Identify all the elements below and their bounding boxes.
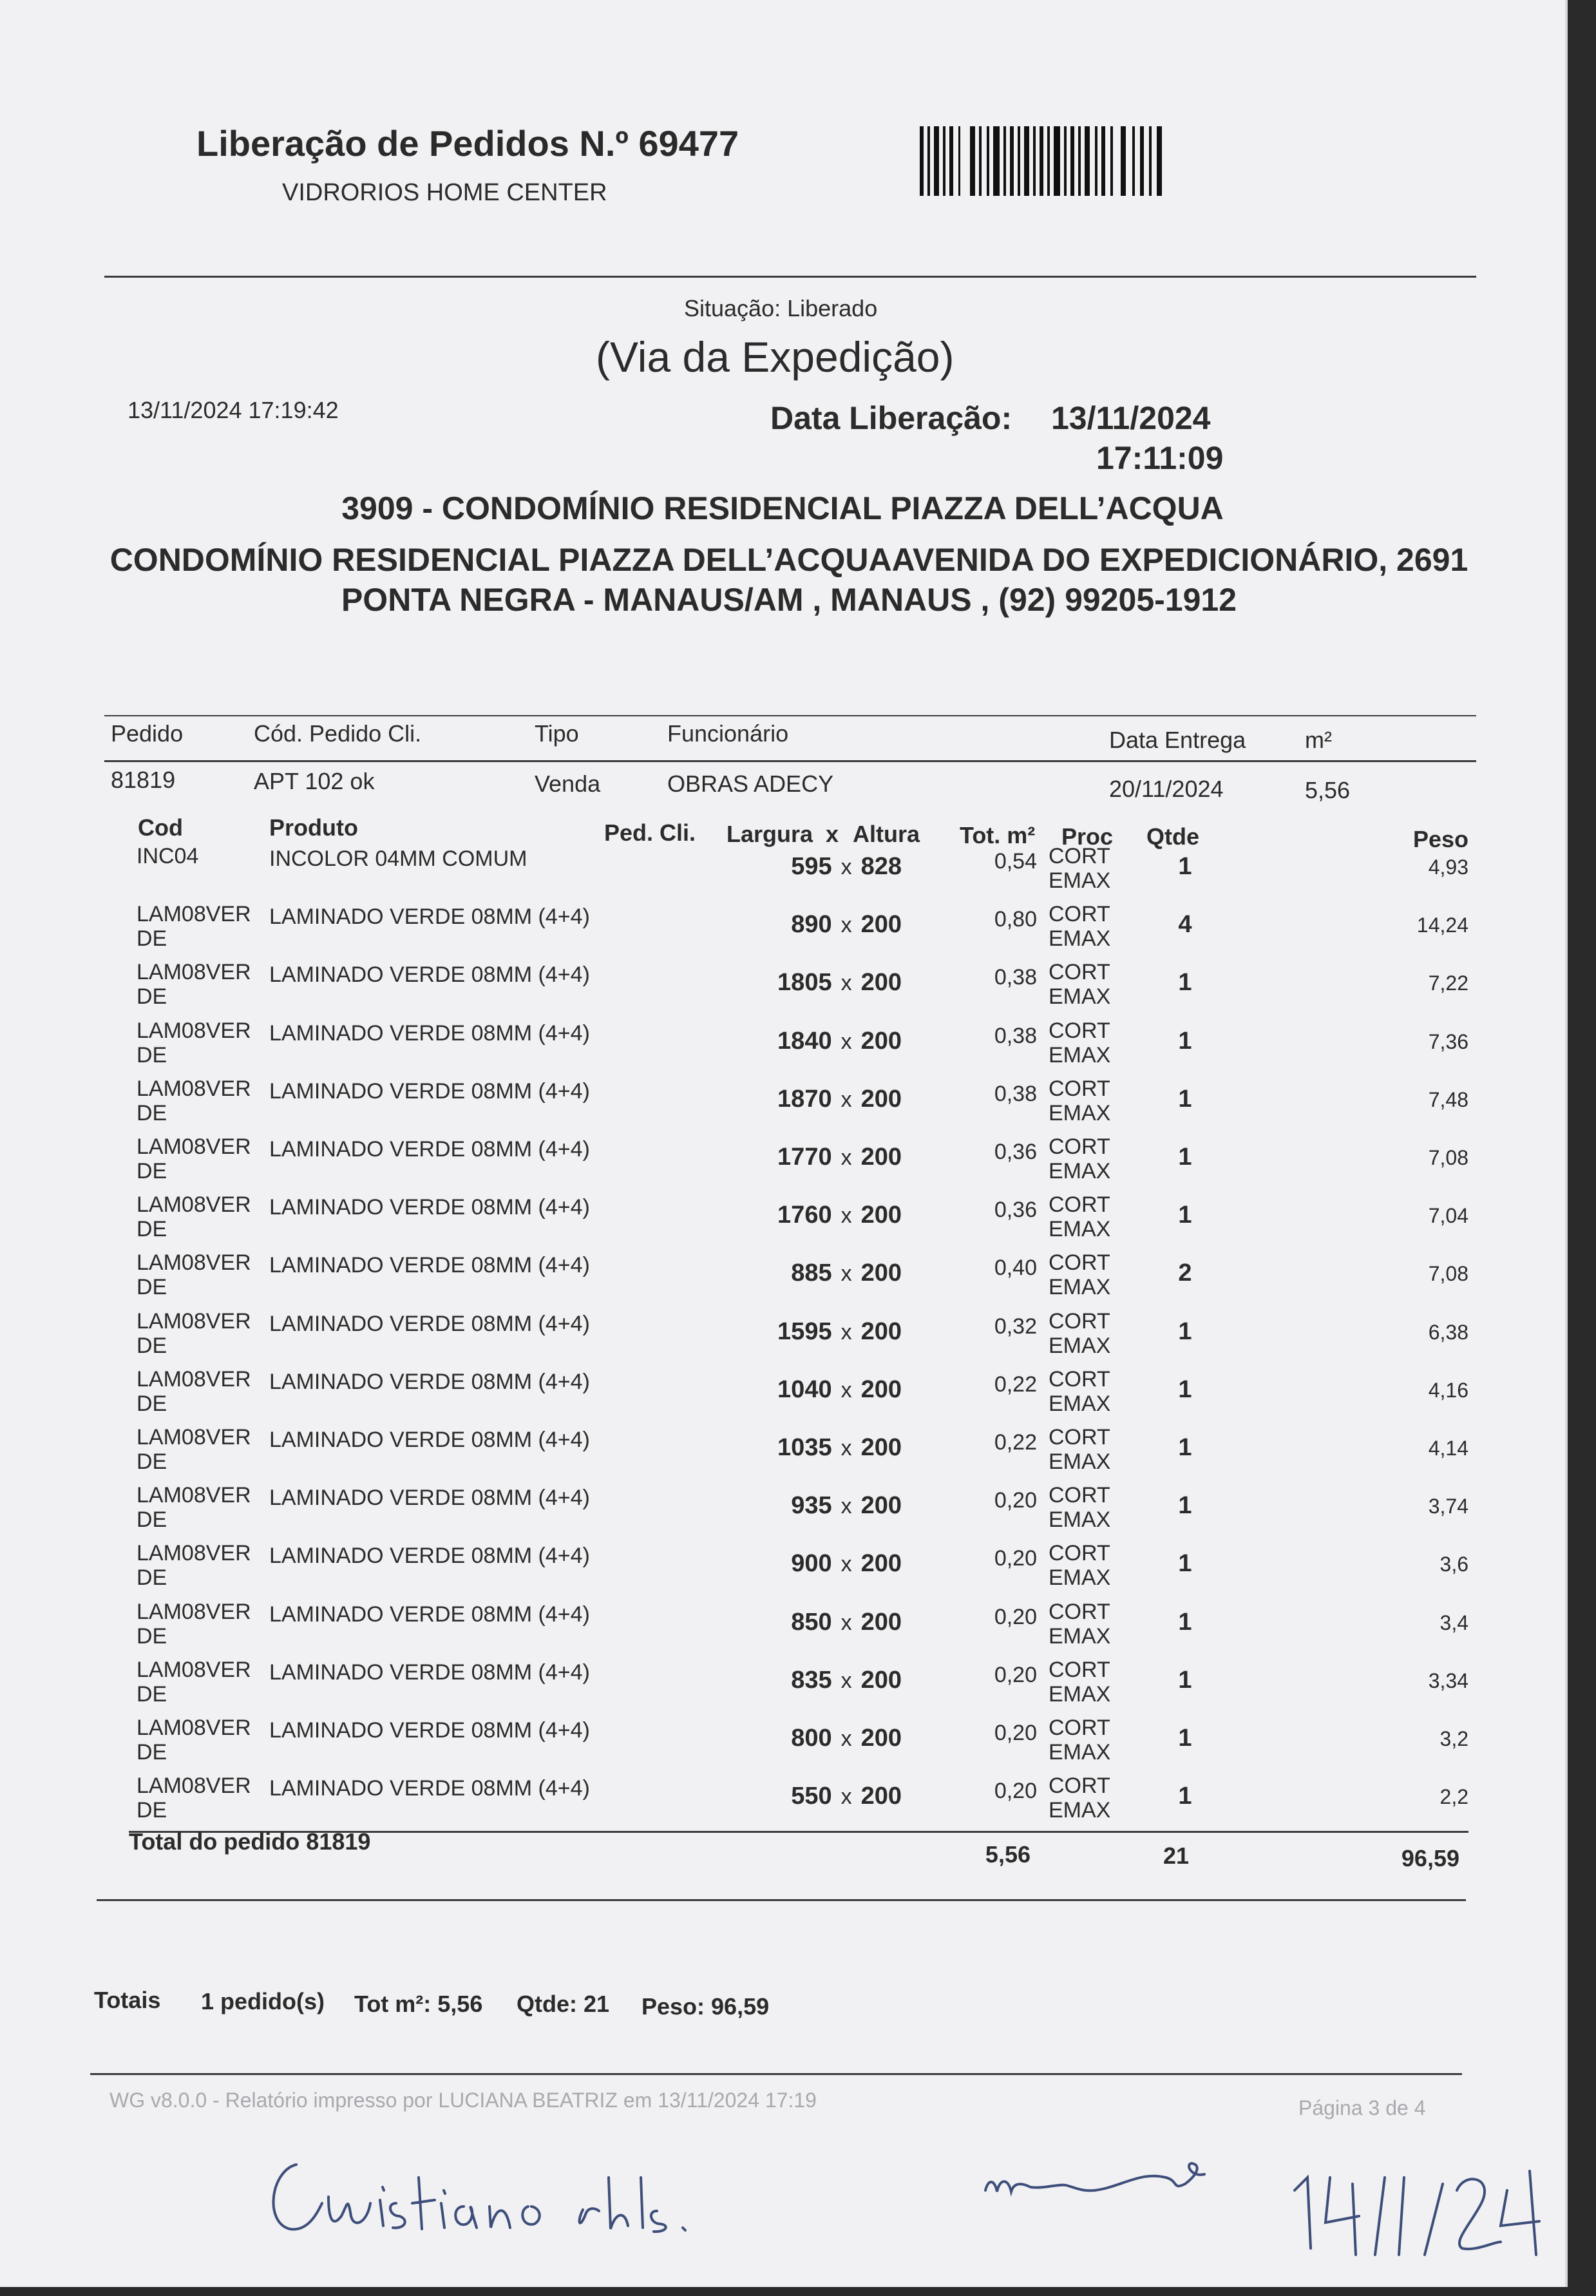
item-proc: CORT EMAX bbox=[1049, 1192, 1111, 1241]
item-product: LAMINADO VERDE 08MM (4+4) bbox=[269, 1370, 590, 1394]
col-header-ped-cli: Ped. Cli. bbox=[604, 819, 696, 846]
table-row bbox=[0, 1425, 1565, 1483]
item-width: 1805 bbox=[777, 969, 832, 996]
item-proc: CORT EMAX bbox=[1049, 1774, 1111, 1822]
item-code: LAM08VER DE bbox=[137, 1425, 251, 1474]
item-x: x bbox=[841, 1378, 852, 1402]
client-address: CONDOMÍNIO RESIDENCIAL PIAZZA DELL’ACQUAAVENIDA DO EXPEDICIONÁRIO, 2691 PONTA NEGRA - MANAUS/AM , MANAUS , (92) 99205-1912 bbox=[109, 542, 1468, 618]
item-proc: CORT EMAX bbox=[1049, 960, 1111, 1009]
item-peso: 7,04 bbox=[1428, 1204, 1468, 1227]
item-width: 890 bbox=[791, 911, 832, 938]
table-row bbox=[0, 902, 1565, 960]
order-total-m2: 5,56 bbox=[985, 1841, 1031, 1868]
col-header-cod: Cod bbox=[138, 814, 183, 841]
table-row bbox=[0, 1309, 1565, 1367]
item-peso: 2,2 bbox=[1439, 1785, 1468, 1808]
item-code: LAM08VER DE bbox=[137, 902, 251, 951]
item-code: LAM08VER DE bbox=[137, 960, 251, 1009]
item-height: 200 bbox=[860, 1086, 902, 1113]
item-height: 200 bbox=[860, 1725, 902, 1752]
order-total-label: Total do pedido 81819 bbox=[129, 1828, 371, 1855]
item-code: LAM08VER DE bbox=[137, 1483, 251, 1532]
order-header-funcionario: Funcionário bbox=[667, 720, 789, 747]
order-header-m2: m² bbox=[1305, 727, 1332, 753]
col-header-tot-m2: Tot. m² bbox=[960, 822, 1036, 848]
item-tot-m2: 0,20 bbox=[994, 1546, 1037, 1571]
handwritten-initials bbox=[979, 2145, 1301, 2223]
item-tot-m2: 0,38 bbox=[994, 965, 1037, 990]
table-row bbox=[0, 844, 1565, 902]
item-product: LAMINADO VERDE 08MM (4+4) bbox=[269, 1428, 590, 1452]
item-height: 200 bbox=[860, 1376, 902, 1403]
item-code: LAM08VER DE bbox=[137, 1076, 251, 1125]
item-width: 1595 bbox=[777, 1318, 832, 1345]
barcode-icon bbox=[920, 126, 1162, 196]
divider bbox=[97, 1899, 1466, 1901]
item-x: x bbox=[841, 1611, 852, 1635]
item-height: 200 bbox=[860, 1550, 902, 1577]
item-dimensions bbox=[721, 1318, 902, 1346]
item-height: 200 bbox=[860, 1201, 902, 1229]
item-tot-m2: 0,36 bbox=[994, 1198, 1037, 1222]
item-x: x bbox=[841, 1029, 852, 1054]
table-row bbox=[0, 1658, 1565, 1716]
item-proc: CORT EMAX bbox=[1049, 1541, 1111, 1590]
item-dimensions bbox=[721, 1201, 902, 1229]
table-row bbox=[0, 1600, 1565, 1658]
client-heading: 3909 - CONDOMÍNIO RESIDENCIAL PIAZZA DELL’ACQUA bbox=[341, 490, 1224, 526]
item-qtde: 1 bbox=[1178, 1086, 1192, 1113]
item-tot-m2: 0,20 bbox=[994, 1605, 1037, 1629]
col-header-peso: Peso bbox=[1413, 826, 1469, 852]
item-peso: 7,08 bbox=[1428, 1146, 1468, 1169]
table-row bbox=[0, 960, 1565, 1018]
order-employee: OBRAS ADECY bbox=[667, 770, 834, 797]
item-qtde: 1 bbox=[1178, 1143, 1192, 1171]
item-tot-m2: 0,38 bbox=[994, 1082, 1037, 1106]
item-width: 1870 bbox=[777, 1086, 832, 1113]
table-row bbox=[0, 1367, 1565, 1425]
table-row bbox=[0, 1019, 1565, 1076]
item-dimensions bbox=[721, 1259, 902, 1287]
item-width: 900 bbox=[791, 1550, 832, 1577]
item-qtde: 1 bbox=[1178, 1492, 1192, 1519]
item-proc: CORT EMAX bbox=[1049, 1425, 1111, 1474]
divider bbox=[104, 276, 1476, 278]
item-peso: 7,22 bbox=[1428, 971, 1468, 995]
item-proc: CORT EMAX bbox=[1049, 1250, 1111, 1299]
item-height: 200 bbox=[860, 911, 902, 938]
item-qtde: 1 bbox=[1178, 1725, 1192, 1752]
table-row bbox=[0, 1541, 1565, 1599]
item-x: x bbox=[841, 1145, 852, 1170]
item-product: LAMINADO VERDE 08MM (4+4) bbox=[269, 1079, 590, 1104]
col-header-proc: Proc bbox=[1061, 823, 1114, 850]
totals-label: Totais bbox=[94, 1987, 161, 2013]
col-header-largura: Largura bbox=[727, 821, 813, 847]
item-height: 200 bbox=[860, 1783, 902, 1810]
item-code: LAM08VER DE bbox=[137, 1600, 251, 1649]
col-header-produto: Produto bbox=[269, 814, 358, 841]
item-x: x bbox=[841, 1087, 852, 1112]
item-product: LAMINADO VERDE 08MM (4+4) bbox=[269, 1776, 590, 1801]
item-qtde: 1 bbox=[1178, 1783, 1192, 1810]
item-product: LAMINADO VERDE 08MM (4+4) bbox=[269, 1137, 590, 1162]
item-x: x bbox=[841, 971, 852, 995]
item-width: 885 bbox=[791, 1259, 832, 1287]
item-qtde: 1 bbox=[1178, 969, 1192, 996]
order-header-pedido: Pedido bbox=[111, 720, 184, 747]
item-qtde: 1 bbox=[1178, 1376, 1192, 1403]
item-product: LAMINADO VERDE 08MM (4+4) bbox=[269, 904, 590, 929]
item-peso: 4,93 bbox=[1428, 856, 1468, 879]
table-row bbox=[0, 1716, 1565, 1774]
item-height: 828 bbox=[860, 853, 902, 880]
item-product: LAMINADO VERDE 08MM (4+4) bbox=[269, 1021, 590, 1046]
item-height: 200 bbox=[860, 1143, 902, 1171]
document-title: Liberação de Pedidos N.º 69477 bbox=[196, 123, 739, 164]
footer-page-number: Página 3 de 4 bbox=[1298, 2096, 1426, 2119]
item-qtde: 1 bbox=[1178, 1609, 1192, 1636]
item-dimensions bbox=[721, 1086, 902, 1113]
item-peso: 3,6 bbox=[1439, 1553, 1468, 1576]
item-tot-m2: 0,22 bbox=[994, 1430, 1037, 1455]
totals-orders: 1 pedido(s) bbox=[201, 1988, 325, 2014]
item-peso: 7,48 bbox=[1428, 1088, 1468, 1111]
item-proc: CORT EMAX bbox=[1049, 1658, 1111, 1707]
item-height: 200 bbox=[860, 1259, 902, 1287]
item-dimensions bbox=[721, 1783, 902, 1810]
item-product: INCOLOR 04MM COMUM bbox=[269, 847, 527, 871]
item-height: 200 bbox=[860, 1028, 902, 1055]
item-height: 200 bbox=[860, 1492, 902, 1519]
item-x: x bbox=[841, 1552, 852, 1576]
item-height: 200 bbox=[860, 969, 902, 996]
item-code: LAM08VER DE bbox=[137, 1019, 251, 1067]
item-proc: CORT EMAX bbox=[1049, 1309, 1111, 1358]
item-peso: 7,08 bbox=[1428, 1262, 1468, 1285]
item-product: LAMINADO VERDE 08MM (4+4) bbox=[269, 1312, 590, 1336]
item-dimensions bbox=[721, 1376, 902, 1404]
item-product: LAMINADO VERDE 08MM (4+4) bbox=[269, 962, 590, 987]
item-dimensions bbox=[721, 1434, 902, 1462]
item-qtde: 1 bbox=[1178, 1028, 1192, 1055]
item-peso: 6,38 bbox=[1428, 1321, 1468, 1344]
item-code: LAM08VER DE bbox=[137, 1134, 251, 1183]
item-width: 800 bbox=[791, 1725, 832, 1752]
item-x: x bbox=[841, 1203, 852, 1228]
item-height: 200 bbox=[860, 1609, 902, 1636]
col-header-altura: Altura bbox=[853, 821, 920, 847]
table-row bbox=[0, 1250, 1565, 1308]
item-code: LAM08VER DE bbox=[137, 1716, 251, 1765]
item-x: x bbox=[841, 855, 852, 879]
item-proc: CORT EMAX bbox=[1049, 844, 1111, 893]
item-qtde: 1 bbox=[1178, 1667, 1192, 1694]
item-proc: CORT EMAX bbox=[1049, 1134, 1111, 1183]
item-dimensions bbox=[721, 969, 902, 997]
item-product: LAMINADO VERDE 08MM (4+4) bbox=[269, 1660, 590, 1685]
item-dimensions bbox=[721, 1725, 902, 1752]
item-x: x bbox=[841, 1669, 852, 1693]
item-product: LAMINADO VERDE 08MM (4+4) bbox=[269, 1486, 590, 1510]
item-x: x bbox=[841, 1436, 852, 1460]
item-tot-m2: 0,80 bbox=[994, 907, 1037, 932]
table-row bbox=[0, 1134, 1565, 1192]
item-qtde: 1 bbox=[1178, 1318, 1192, 1345]
item-dimensions bbox=[721, 1609, 902, 1636]
item-tot-m2: 0,38 bbox=[994, 1024, 1037, 1048]
item-code: LAM08VER DE bbox=[137, 1774, 251, 1822]
print-datetime: 13/11/2024 17:19:42 bbox=[128, 397, 339, 423]
item-qtde: 1 bbox=[1178, 1550, 1192, 1577]
item-product: LAMINADO VERDE 08MM (4+4) bbox=[269, 1602, 590, 1627]
release-time: 17:11:09 bbox=[1096, 440, 1224, 476]
item-proc: CORT EMAX bbox=[1049, 1076, 1111, 1125]
item-width: 1760 bbox=[777, 1201, 832, 1229]
item-dimensions bbox=[721, 1143, 902, 1171]
order-header-client-code: Cód. Pedido Cli. bbox=[254, 720, 422, 747]
item-tot-m2: 0,40 bbox=[994, 1256, 1037, 1280]
divider bbox=[90, 2073, 1462, 2075]
item-tot-m2: 0,36 bbox=[994, 1140, 1037, 1164]
item-width: 1040 bbox=[777, 1376, 832, 1403]
item-proc: CORT EMAX bbox=[1049, 902, 1111, 951]
item-height: 200 bbox=[860, 1667, 902, 1694]
item-dimensions bbox=[721, 1550, 902, 1578]
item-tot-m2: 0,20 bbox=[994, 1488, 1037, 1513]
item-proc: CORT EMAX bbox=[1049, 1716, 1111, 1765]
totals-peso: Peso: 96,59 bbox=[641, 1993, 770, 2020]
order-header-tipo: Tipo bbox=[535, 720, 579, 747]
item-tot-m2: 0,54 bbox=[994, 849, 1037, 874]
item-peso: 3,34 bbox=[1428, 1669, 1468, 1692]
item-width: 1840 bbox=[777, 1028, 832, 1055]
item-product: LAMINADO VERDE 08MM (4+4) bbox=[269, 1718, 590, 1743]
order-m2: 5,56 bbox=[1305, 777, 1351, 803]
item-tot-m2: 0,20 bbox=[994, 1779, 1037, 1803]
item-x: x bbox=[841, 1784, 852, 1809]
item-dimensions bbox=[721, 1028, 902, 1055]
item-x: x bbox=[841, 1494, 852, 1518]
item-x: x bbox=[841, 1320, 852, 1344]
company-name: VIDRORIOS HOME CENTER bbox=[282, 179, 607, 206]
item-proc: CORT EMAX bbox=[1049, 1367, 1111, 1416]
table-row bbox=[0, 1483, 1565, 1541]
item-width: 1770 bbox=[777, 1143, 832, 1171]
divider bbox=[104, 715, 1476, 716]
item-code: LAM08VER DE bbox=[137, 1658, 251, 1707]
item-peso: 7,36 bbox=[1428, 1030, 1468, 1053]
item-dimensions bbox=[721, 1492, 902, 1520]
order-delivery-date: 20/11/2024 bbox=[1109, 776, 1224, 802]
handwritten-signature-name bbox=[258, 2152, 773, 2248]
item-code: INC04 bbox=[137, 844, 199, 868]
item-width: 935 bbox=[791, 1492, 832, 1519]
item-product: LAMINADO VERDE 08MM (4+4) bbox=[269, 1544, 590, 1568]
divider bbox=[104, 760, 1476, 762]
item-dimensions bbox=[721, 853, 902, 881]
item-width: 850 bbox=[791, 1609, 832, 1636]
item-dimensions bbox=[721, 1667, 902, 1694]
item-peso: 3,74 bbox=[1428, 1495, 1468, 1518]
totals-m2: Tot m²: 5,56 bbox=[354, 1991, 483, 2017]
item-peso: 14,24 bbox=[1416, 914, 1468, 937]
release-date-label: Data Liberação: bbox=[770, 400, 1012, 436]
item-code: LAM08VER DE bbox=[137, 1309, 251, 1358]
footer-printed-by: WG v8.0.0 - Relatório impresso por LUCIANA BEATRIZ em 13/11/2024 17:19 bbox=[109, 2089, 817, 2112]
item-x: x bbox=[841, 1261, 852, 1286]
item-tot-m2: 0,22 bbox=[994, 1372, 1037, 1397]
item-peso: 4,14 bbox=[1428, 1437, 1468, 1460]
item-tot-m2: 0,20 bbox=[994, 1721, 1037, 1745]
item-peso: 3,4 bbox=[1439, 1611, 1468, 1634]
item-tot-m2: 0,32 bbox=[994, 1314, 1037, 1339]
copy-type: (Via da Expedição) bbox=[596, 333, 955, 381]
order-type: Venda bbox=[535, 770, 601, 797]
item-height: 200 bbox=[860, 1318, 902, 1345]
release-date: 13/11/2024 bbox=[1051, 400, 1211, 436]
item-qtde: 2 bbox=[1178, 1259, 1192, 1287]
item-code: LAM08VER DE bbox=[137, 1250, 251, 1299]
item-width: 835 bbox=[791, 1667, 832, 1694]
col-header-qtde: Qtde bbox=[1146, 823, 1200, 850]
table-row bbox=[0, 1076, 1565, 1134]
item-width: 1035 bbox=[777, 1434, 832, 1461]
item-width: 550 bbox=[791, 1783, 832, 1810]
order-header-delivery-date: Data Entrega bbox=[1109, 727, 1246, 753]
item-peso: 4,16 bbox=[1428, 1379, 1468, 1402]
table-row bbox=[0, 1192, 1565, 1250]
item-proc: CORT EMAX bbox=[1049, 1019, 1111, 1067]
item-qtde: 4 bbox=[1178, 911, 1192, 938]
status-text: Situação: Liberado bbox=[684, 295, 878, 321]
table-row bbox=[0, 1774, 1565, 1832]
item-dimensions bbox=[721, 911, 902, 939]
item-qtde: 1 bbox=[1178, 853, 1192, 880]
item-product: LAMINADO VERDE 08MM (4+4) bbox=[269, 1253, 590, 1277]
item-qtde: 1 bbox=[1178, 1201, 1192, 1229]
col-header-x: x bbox=[826, 821, 839, 847]
item-qtde: 1 bbox=[1178, 1434, 1192, 1461]
item-x: x bbox=[841, 1727, 852, 1751]
item-product: LAMINADO VERDE 08MM (4+4) bbox=[269, 1195, 590, 1220]
item-tot-m2: 0,20 bbox=[994, 1663, 1037, 1687]
totals-qtde: Qtde: 21 bbox=[517, 1991, 610, 2017]
order-number: 81819 bbox=[111, 767, 176, 793]
item-code: LAM08VER DE bbox=[137, 1192, 251, 1241]
item-code: LAM08VER DE bbox=[137, 1541, 251, 1590]
item-code: LAM08VER DE bbox=[137, 1367, 251, 1416]
order-total-qtde: 21 bbox=[1163, 1842, 1190, 1869]
handwritten-date bbox=[1288, 2152, 1559, 2268]
item-proc: CORT EMAX bbox=[1049, 1483, 1111, 1532]
item-proc: CORT EMAX bbox=[1049, 1600, 1111, 1649]
item-width: 595 bbox=[791, 853, 832, 880]
item-peso: 3,2 bbox=[1439, 1727, 1468, 1750]
order-total-peso: 96,59 bbox=[1401, 1845, 1459, 1871]
order-client-code: APT 102 ok bbox=[254, 768, 375, 794]
item-x: x bbox=[841, 913, 852, 937]
item-height: 200 bbox=[860, 1434, 902, 1461]
